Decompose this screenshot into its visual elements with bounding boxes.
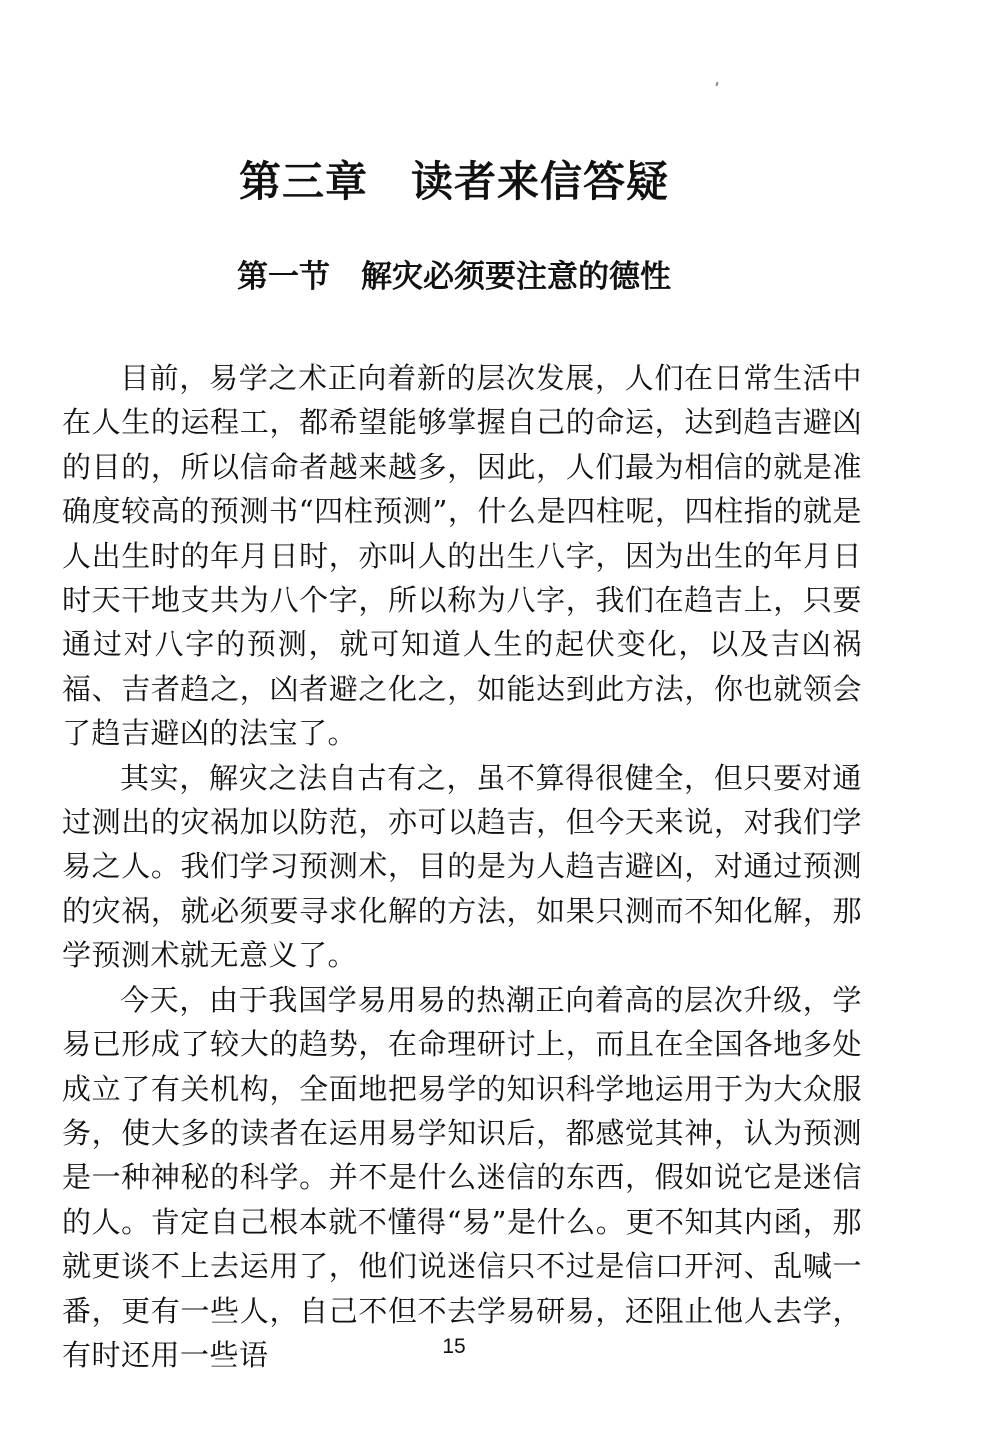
section-title: 第一节 解灾必须要注意的德性 — [237, 259, 671, 295]
page-number: 15 — [442, 1335, 466, 1358]
scan-speck — [715, 82, 718, 86]
body-text — [62, 356, 862, 1377]
chapter-title: 第三章 读者来信答疑 — [238, 157, 669, 206]
paragraph-1: 目前，易学之术正向着新的层次发展，人们在日常生活中在人生的运程工，都希望能够掌握自己的命运，达到趋吉避凶的目的，所以信命者越来越多，因此，人们最为相信的就是准确度较高的预测书“四柱预测”，什么是四柱呢，四柱指的就是人出生时的年月日时，亦叫人的出生八字，因为出生的年月日时天干地支共为八个字，所以称为八字，我们在趋吉上，只要通过对八字的预测，就可知道人生的起伏变化，以及吉凶祸福、吉者趋之，凶者避之化之，如能达到此方法，你也就领会了趋吉避凶的法宝了。 — [62, 361, 862, 751]
paragraph-3: 今天，由于我国学易用易的热潮正向着高的层次升级，学易已形成了较大的趋势，在命理研讨上，而且在全国各地多处成立了有关机构，全面地把易学的知识科学地运用于为大众服务，使大多的读者在运用易学知识后，都感觉其神，认为预测是一种神秘的科学。并不是什么迷信的东西，假如说它是迷信的人。肯定自己根本就不懂得“易”是什么。更不知其内函，那就更谈不上去运用了，他们说迷信只不过是信口开河、乱喊一番，更有一些人，自己不但不去学易研易，还阻止他人去学，有时还用一些语 — [62, 982, 862, 1372]
paragraph-2: 其实，解灾之法自古有之，虽不算得很健全，但只要对通过测出的灾祸加以防范，亦可以趋吉，但今天来说，对我们学易之人。我们学习预测术，目的是为人趋吉避凶，对通过预测的灾祸，就必须要寻求化解的方法，如果只测而不知化解，那学预测术就无意义了。 — [62, 760, 862, 973]
